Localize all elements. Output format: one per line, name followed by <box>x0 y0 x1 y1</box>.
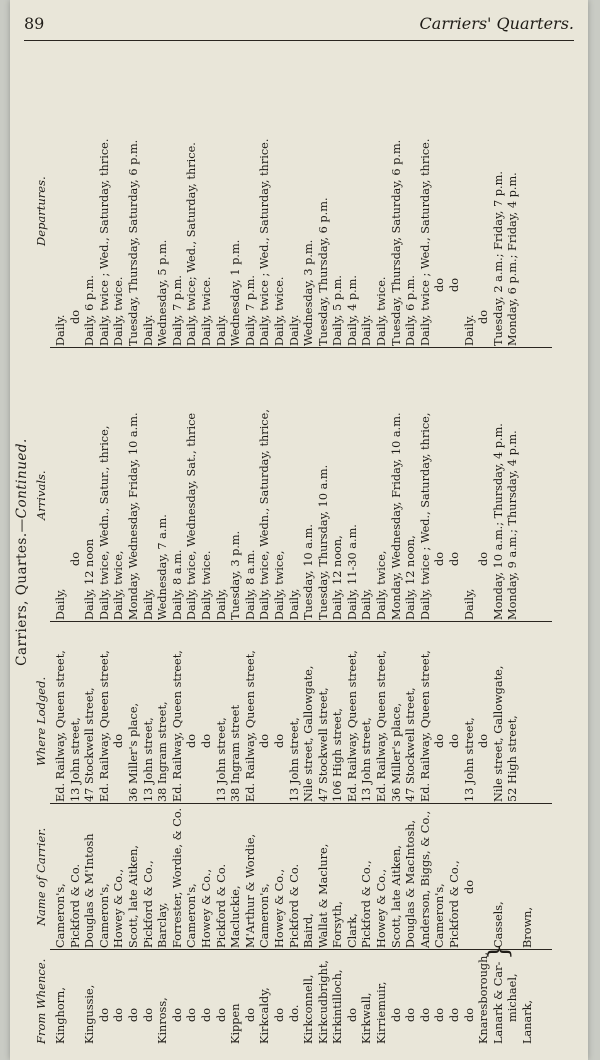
page-header <box>24 14 574 40</box>
cell-carrier: Douglas & M'Intosh <box>83 833 97 948</box>
cell-from: Kinross, <box>156 997 170 1044</box>
cell-lodged: 38 Ingram street, <box>156 701 170 802</box>
cell-lodged: 13 John street, <box>360 717 374 802</box>
cell-departures: do <box>433 277 447 292</box>
cell-arrivals: Tuesday, 10 a.m. <box>302 524 316 620</box>
brace-mark: } <box>484 943 514 960</box>
cell-arrivals: do <box>448 551 462 566</box>
cell-carrier: Cameron's, <box>54 883 67 948</box>
cell-lodged: 47 Stockwell street, <box>83 687 97 802</box>
cell-departures: Daily. <box>54 314 67 346</box>
cell-from: do <box>170 1007 184 1022</box>
col-header-arrivals: Arrivals. <box>34 470 48 520</box>
cell-from: Kippen <box>229 1003 243 1044</box>
cell-from: Lanark & Car- <box>491 961 505 1044</box>
cell-departures: Wednesday, 1 p.m. <box>229 239 243 346</box>
cell-lodged: 13 John street, <box>141 717 155 802</box>
cell-arrivals: Daily, twice, <box>272 550 286 620</box>
cell-from: Kirriemuir, <box>375 981 389 1044</box>
cell-departures: Daily, 5 p.m. <box>331 275 345 346</box>
cell-from: Lanark, <box>521 999 534 1044</box>
cell-carrier: Scott, late Aitken, <box>126 844 140 948</box>
cell-lodged: 13 John street, <box>462 717 476 802</box>
cell-departures: Daily. <box>360 314 374 346</box>
book-page <box>10 0 588 1060</box>
cell-arrivals: Wednesday, 7 a.m. <box>156 514 170 620</box>
cell-from: do <box>272 1007 286 1022</box>
cell-lodged: do <box>112 733 126 748</box>
cell-from: Kirkcudbright, <box>316 959 330 1044</box>
cell-arrivals: Daily, twice. <box>199 550 213 620</box>
cell-from: do <box>97 1007 111 1022</box>
cell-arrivals: Daily, 12 noon, <box>331 535 345 620</box>
cell-from: do <box>199 1007 213 1022</box>
cell-departures: Daily, 7 p.m. <box>243 275 257 346</box>
cell-from: Kirkconnell, <box>302 974 316 1044</box>
cell-departures: Daily, twice; Wed., Saturday, thrice. <box>185 142 199 346</box>
cell-from: do <box>462 1007 476 1022</box>
cell-from: do <box>243 1007 257 1022</box>
column-rule <box>50 949 552 950</box>
cell-carrier: Pickford & Co. <box>68 863 82 948</box>
cell-departures: Daily. <box>214 314 228 346</box>
cell-from: Kirkintilloch, <box>331 969 345 1044</box>
cell-carrier: Pickford & Co., <box>360 860 374 948</box>
cell-carrier: Cameron's, <box>258 883 272 948</box>
cell-carrier: Anderson, Biggs, & Co., <box>418 810 432 948</box>
cell-arrivals: Daily, <box>462 588 476 620</box>
cell-from: do <box>418 1007 432 1022</box>
cell-from: do <box>185 1007 199 1022</box>
cell-arrivals: Monday, 9 a.m.; Thursday, 4 p.m. <box>506 430 520 620</box>
cell-lodged: 47 Stockwell street, <box>316 687 330 802</box>
running-title: Carriers' Quarters. <box>419 14 574 33</box>
cell-from: do <box>404 1007 418 1022</box>
table-title <box>16 52 34 1052</box>
cell-lodged: Ed. Railway, Queen street, <box>375 650 389 802</box>
col-header-departures: Departures. <box>34 176 48 246</box>
column-rule <box>50 347 552 348</box>
cell-arrivals: Daily, twice, <box>112 550 126 620</box>
cell-lodged: Ed. Railway, Queen street, <box>97 650 111 802</box>
page-number: 89 <box>24 14 45 33</box>
cell-from: do <box>448 1007 462 1022</box>
cell-arrivals: Daily, twice, Wedn., Satur., thrice, <box>97 425 111 620</box>
header-rule <box>24 40 574 41</box>
cell-arrivals: Monday, Wednesday, Friday, 10 a.m. <box>389 412 403 620</box>
column-lodged <box>54 624 521 802</box>
cell-carrier: Howey & Co., <box>199 868 213 948</box>
cell-arrivals: Daily, twice, Wedn., Saturday, thrice, <box>258 409 272 620</box>
cell-lodged: do <box>448 733 462 748</box>
cell-arrivals: Daily, twice ; Wed., Saturday, thrice, <box>418 412 432 620</box>
col-header-lodged: Where Lodged. <box>34 676 48 766</box>
cell-carrier: Howey & Co., <box>272 868 286 948</box>
cell-from: do <box>141 1007 155 1022</box>
cell-arrivals: Daily, 8 a.m. <box>243 549 257 620</box>
cell-departures: Daily, twice. <box>199 276 213 346</box>
cell-lodged: 13 John street, <box>287 717 301 802</box>
col-header-from: From Whence. <box>34 958 48 1044</box>
cell-carrier: Pickford & Co. <box>214 863 228 948</box>
cell-carrier: Howey & Co., <box>375 868 389 948</box>
cell-from: Kirkcaldy, <box>258 987 272 1044</box>
cell-departures: Daily, twice ; Wed., Saturday, thrice. <box>97 138 111 346</box>
cell-carrier: M'Arthur & Wordie, <box>243 833 257 948</box>
cell-departures: do <box>68 309 82 324</box>
cell-lodged: Ed. Railway, Queen street, <box>54 650 67 802</box>
cell-carrier: Forrester, Wordie, & Co. <box>170 807 184 948</box>
cell-carrier: Cameron's, <box>97 883 111 948</box>
cell-carrier: Barclay, <box>156 902 170 948</box>
cell-arrivals: Daily, <box>214 588 228 620</box>
cell-arrivals: Daily, <box>287 588 301 620</box>
cell-arrivals: Daily, <box>54 588 67 620</box>
table-title-main: Carriers, Quartes. <box>14 532 30 666</box>
cell-departures: Daily, twice ; Wed., Saturday, thrice. <box>418 138 432 346</box>
cell-arrivals: do <box>477 551 491 566</box>
cell-lodged: 38 Ingram street <box>229 704 243 802</box>
cell-arrivals: Daily, 12 noon <box>83 538 97 620</box>
cell-arrivals: Tuesday, Thursday, 10 a.m. <box>316 464 330 620</box>
cell-carrier: Wallat & Maclure, <box>316 843 330 948</box>
cell-from: do <box>345 1007 359 1022</box>
cell-carrier: Douglas & MacIntosh, <box>404 819 418 948</box>
cell-arrivals: Daily, twice, Wednesday, Sat., thrice <box>185 412 199 620</box>
cell-arrivals: Daily, 8 a.m. <box>170 549 184 620</box>
cell-lodged: Ed. Railway, Queen street, <box>243 650 257 802</box>
column-from <box>54 952 536 1044</box>
cell-carrier: Pickford & Co. <box>287 863 301 948</box>
cell-lodged: Ed. Railway, Queen street, <box>170 650 184 802</box>
col-header-carrier: Name of Carrier. <box>34 827 48 926</box>
cell-lodged: Ed. Railway, Queen street, <box>418 650 432 802</box>
cell-carrier: Cameron's, <box>433 883 447 948</box>
cell-departures: Wednesday, 3 p.m. <box>302 239 316 346</box>
cell-lodged: 52 High street, <box>506 715 520 802</box>
cell-arrivals: Daily, 11-30 a.m. <box>345 524 359 620</box>
cell-departures: Monday, 6 p.m.; Friday, 4 p.m. <box>506 172 520 346</box>
cell-from: do <box>214 1007 228 1022</box>
cell-carrier: Cassels, <box>491 901 505 948</box>
cell-arrivals: Daily, twice, <box>375 550 389 620</box>
cell-carrier: Pickford & Co., <box>141 860 155 948</box>
cell-departures: Daily, twice ; Wed., Saturday, thrice. <box>258 138 272 346</box>
cell-departures: Daily, twice. <box>272 276 286 346</box>
cell-carrier: Baird, <box>302 913 316 948</box>
column-rule <box>50 621 552 622</box>
cell-lodged: 106 High street, <box>331 708 345 802</box>
cell-departures: Daily, 6 p.m. <box>83 275 97 346</box>
cell-departures: do <box>448 277 462 292</box>
cell-departures: Tuesday, Thursday, Saturday, 6 p.m. <box>126 139 140 346</box>
column-carrier <box>54 806 536 948</box>
column-rule <box>50 803 552 804</box>
cell-lodged: 36 Miller's place, <box>126 702 140 802</box>
carriers-table <box>10 52 556 1052</box>
cell-departures: Daily. <box>462 314 476 346</box>
cell-carrier: Clark, <box>345 913 359 948</box>
cell-lodged: do <box>258 733 272 748</box>
cell-lodged: 13 John street, <box>214 717 228 802</box>
cell-departures: Daily, twice. <box>375 276 389 346</box>
table-title-continued: —Continued. <box>14 438 30 533</box>
cell-carrier: Macluckie, <box>229 885 243 948</box>
cell-carrier: Forsyth, <box>331 900 345 948</box>
cell-lodged: Ed. Railway, Queen street, <box>345 650 359 802</box>
cell-departures: Wednesday, 5 p.m. <box>156 239 170 346</box>
cell-from: do <box>112 1007 126 1022</box>
cell-carrier: Howey & Co., <box>112 868 126 948</box>
cell-lodged: 13 John street, <box>68 717 82 802</box>
cell-departures: Daily, 7 p.m. <box>170 275 184 346</box>
cell-carrier: Pickford & Co., <box>448 860 462 948</box>
cell-from: Kinghorn, <box>54 987 67 1044</box>
cell-from: Kirkwall, <box>360 992 374 1044</box>
cell-carrier: do <box>462 879 476 894</box>
cell-from: do <box>433 1007 447 1022</box>
cell-lodged: do <box>272 733 286 748</box>
cell-from: do <box>126 1007 140 1022</box>
cell-lodged: Nile street, Gallowgate, <box>491 665 505 802</box>
cell-lodged: do <box>477 733 491 748</box>
cell-carrier: Cameron's, <box>185 883 199 948</box>
cell-from: Knaresborough, <box>477 952 491 1044</box>
cell-departures: Tuesday, 2 a.m.; Friday, 7 p.m. <box>491 171 505 346</box>
cell-departures: Daily. <box>141 314 155 346</box>
cell-departures: Daily, 4 p.m. <box>345 275 359 346</box>
cell-carrier: Scott, late Aitken, <box>389 844 403 948</box>
cell-departures: Tuesday, Thursday, 6 p.m. <box>316 197 330 346</box>
cell-lodged: 36 Miller's place, <box>389 702 403 802</box>
cell-lodged: Nile street, Gallowgate, <box>302 665 316 802</box>
cell-departures: Daily, twice. <box>112 276 126 346</box>
cell-arrivals: Tuesday, 3 p.m. <box>229 530 243 620</box>
cell-from: michael, <box>506 973 520 1022</box>
cell-arrivals: Daily, 12 noon, <box>404 535 418 620</box>
cell-lodged: do <box>433 733 447 748</box>
cell-arrivals: do <box>68 551 82 566</box>
cell-lodged: do <box>185 733 199 748</box>
cell-departures: Daily, 6 p.m. <box>404 275 418 346</box>
cell-arrivals: Daily, <box>141 588 155 620</box>
cell-from: do <box>389 1007 403 1022</box>
cell-from: do. <box>287 1004 301 1022</box>
cell-carrier: Brown, <box>521 906 534 948</box>
cell-arrivals: Monday, Wednesday, Friday, 10 a.m. <box>126 412 140 620</box>
cell-departures: Daily. <box>287 314 301 346</box>
cell-lodged: 47 Stockwell street, <box>404 687 418 802</box>
cell-arrivals: do <box>433 551 447 566</box>
cell-lodged: do <box>199 733 213 748</box>
column-departures <box>54 56 521 346</box>
column-arrivals <box>54 350 521 620</box>
cell-arrivals: Daily, <box>360 588 374 620</box>
cell-departures: Tuesday, Thursday, Saturday, 6 p.m. <box>389 139 403 346</box>
cell-from: Kingussie, <box>83 984 97 1044</box>
cell-arrivals: Monday, 10 a.m.; Thursday, 4 p.m. <box>491 423 505 620</box>
cell-departures: do <box>477 309 491 324</box>
